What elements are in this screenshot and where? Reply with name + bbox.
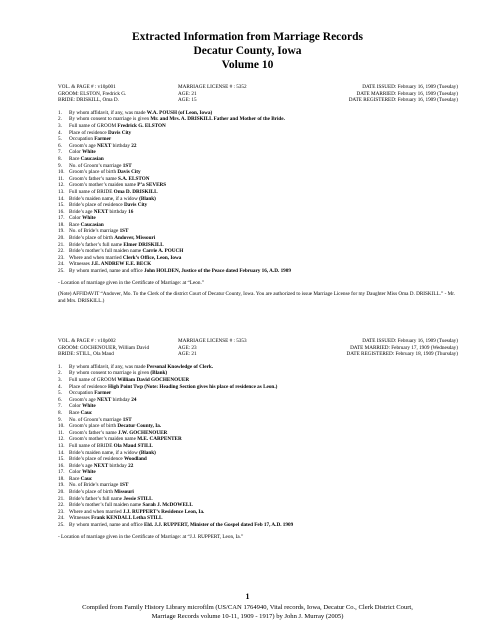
item-label-suffix: birthday — [111, 142, 132, 149]
item-number: 22. — [58, 248, 65, 255]
record-item — [58, 377, 458, 384]
item-label: Occupation — [69, 390, 95, 397]
item-value: J.E. ANDREW E.E. BECK — [91, 261, 152, 268]
item-number: 11. — [58, 175, 65, 182]
item-value: Decatur County, Ia. — [117, 423, 162, 430]
item-number: 15. — [58, 202, 65, 209]
item-number: 1. — [58, 363, 62, 370]
item-value: (Blank) — [139, 449, 156, 456]
item-value: 1ST — [119, 228, 129, 235]
record-item — [58, 443, 458, 450]
record-item — [58, 261, 458, 268]
item-value-2: 22 — [131, 142, 137, 149]
record-item — [58, 403, 458, 410]
item-number: 10. — [58, 423, 65, 430]
record-item — [58, 182, 458, 189]
record-header-field: VOL. & PAGE # : v10p002 — [58, 338, 116, 344]
item-number: 6. — [58, 396, 62, 403]
item-value: S.A. ELSTON — [118, 175, 150, 182]
item-label: Groom’s mother’s maiden name — [69, 436, 138, 443]
item-label: Groom’s age — [69, 142, 97, 149]
item-value: Mr. and Mrs. A. DRISKILL Father and Mother of the Bride. — [150, 116, 285, 123]
item-value: J.W. GOCHENOUER — [118, 429, 168, 436]
record-item — [58, 436, 458, 443]
item-value: NEXT — [93, 208, 109, 215]
record-header-field: GROOM: GOCHENOUER, William David — [58, 344, 150, 351]
item-label: Occupation — [69, 136, 95, 143]
item-number: 4. — [58, 129, 62, 136]
record-item — [58, 502, 458, 509]
item-value: 1ST — [122, 162, 132, 169]
record-item — [58, 136, 458, 143]
item-label: Groom’s father’s name — [69, 429, 119, 436]
item-label: Bride’s maiden name, if a widow — [69, 449, 140, 456]
item-number: 1. — [58, 109, 62, 116]
record-item — [58, 397, 458, 404]
record-header-field: AGE: 15 — [178, 97, 197, 104]
item-value: NEXT — [96, 396, 112, 403]
record-item — [58, 189, 458, 196]
item-number: 4. — [58, 383, 62, 390]
record-header-field: VOL. & PAGE # : v10p001 — [58, 84, 116, 90]
item-label: No. of Groom’s marriage — [69, 416, 123, 423]
item-value: Davis City — [117, 169, 141, 176]
item-value: Oma D. DRISKILL — [113, 188, 158, 195]
record-header-field: MARRIAGE LICENSE # : 5353 — [178, 338, 247, 344]
item-number: 24. — [58, 261, 65, 268]
record-item — [58, 176, 458, 183]
record-item — [58, 149, 458, 156]
record-header-field: DATE ISSUED: February 16, 1909 (Tuesday) — [362, 338, 458, 344]
item-number: 14. — [58, 449, 65, 456]
item-number: 10. — [58, 169, 65, 176]
record-item — [58, 222, 458, 229]
record-item — [58, 268, 458, 275]
item-number: 12. — [58, 436, 65, 443]
record-note: (Note) AFFIDAVIT “Andover, Mo. To the Clerk of the district Court of Decatur County, Iowa. You are authorized to issue Marriage License for my Daughter Miss Oma D. DRISKILL.” - Mr. and Mrs. DRISKILL.) — [58, 291, 456, 304]
item-value: White — [82, 403, 96, 410]
item-value: White — [82, 149, 96, 156]
item-number: 5. — [58, 390, 62, 397]
item-value: Frank KENDALL Letha STILL — [91, 515, 163, 522]
record-item — [58, 476, 458, 483]
item-number: 22. — [58, 502, 65, 509]
record-item — [58, 169, 458, 176]
item-number: 9. — [58, 416, 62, 423]
item-number: 18. — [58, 221, 65, 228]
item-label: Where and when married — [69, 254, 123, 261]
record-note: - Location of marriage given in the Certificate of Marriage: at “Leon.” — [58, 279, 205, 286]
record-item — [58, 469, 458, 476]
item-label: Place of residence — [69, 383, 109, 390]
record-item — [58, 410, 458, 417]
record-header-field: BRIDE: STILL, Ola Maud — [58, 351, 114, 358]
item-value: Ola Maud STILL — [113, 442, 153, 449]
record-item — [58, 450, 458, 457]
item-value: NEXT — [93, 462, 109, 469]
item-number: 7. — [58, 403, 62, 410]
item-value: (Blank) — [150, 370, 168, 377]
record-item — [58, 489, 458, 496]
item-number: 15. — [58, 456, 65, 463]
item-number: 2. — [58, 116, 62, 123]
item-number: 16. — [58, 208, 65, 215]
item-label: Race — [69, 155, 81, 162]
item-number: 17. — [58, 215, 65, 222]
item-value: Farmer — [94, 136, 112, 143]
item-number: 8. — [58, 409, 62, 416]
item-number: 19. — [58, 228, 65, 235]
item-value: William David GOCHENOUER — [117, 376, 190, 383]
item-value: Jessie STILL — [123, 495, 153, 502]
item-value: Fredrick G. ELSTON — [117, 122, 166, 129]
record-item — [58, 163, 458, 170]
item-label: Bride’s place of residence — [69, 202, 125, 209]
record-header-field: GROOM: ELSTON, Fredrick G. — [58, 90, 127, 97]
item-label: Bride’s mother’s full maiden name — [69, 502, 143, 509]
footer-line-1: Compiled from Family History Library microfilm (US/CAN 1764940, Vital records, Iowa, Decatur Co., Clerk District Court, — [82, 604, 413, 611]
item-value-2: 16 — [128, 208, 134, 215]
item-number: 8. — [58, 155, 62, 162]
item-number: 14. — [58, 195, 65, 202]
item-value: John HOLDEN, Justice of the Peace dated February 16, A.D. 1909 — [143, 268, 291, 275]
item-label: Groom’s mother’s maiden name — [69, 182, 138, 189]
item-number: 21. — [58, 241, 65, 248]
record-header-field: DATE MARRIED: February 16, 1909 (Tuesday) — [356, 90, 458, 97]
record-item — [58, 202, 458, 209]
record-item — [58, 522, 458, 529]
item-value: (Blank) — [139, 195, 156, 202]
record-items — [58, 110, 458, 275]
item-label: Witnesses — [69, 261, 92, 268]
item-label: Groom’s age — [69, 396, 97, 403]
record-item — [58, 130, 458, 137]
item-value: Caucasian — [80, 155, 104, 162]
record-item — [58, 430, 458, 437]
item-label: By whom married, name and office — [69, 522, 144, 529]
record-item — [58, 423, 458, 430]
record-header-row — [58, 351, 458, 358]
record-item — [58, 482, 458, 489]
record-header-field: MARRIAGE LICENSE # : 5352 — [178, 84, 247, 90]
record-header-field: DATE REGISTERED: February 16, 1909 (Tuesday) — [348, 97, 458, 104]
record-item — [58, 248, 458, 255]
item-label: Groom’s place of birth — [69, 423, 118, 430]
item-label: Bride’s father’s full name — [69, 241, 124, 248]
item-label: Full name of BRIDE — [69, 442, 114, 449]
item-label: No. of Groom’s marriage — [69, 162, 123, 169]
item-label-suffix: birthday — [108, 462, 129, 469]
item-number: 13. — [58, 188, 65, 195]
record-item — [58, 228, 458, 235]
item-number: 20. — [58, 489, 65, 496]
item-label: Race — [69, 475, 81, 482]
item-label: Bride’s father’s full name — [69, 495, 124, 502]
item-label: By whom consent to marriage is given — [69, 116, 151, 123]
item-label: No. of Bride’s marriage — [69, 228, 120, 235]
item-number: 2. — [58, 370, 62, 377]
item-label-suffix: birthday — [111, 396, 132, 403]
item-value: W.A. POUSH (of Leon, Iowa) — [146, 109, 213, 116]
item-number: 7. — [58, 149, 62, 156]
item-number: 9. — [58, 162, 62, 169]
item-value: Eld. J.J. RUPPERT, Minister of the Gospel dated Feb 17, A.D. 1909 — [143, 522, 294, 529]
item-label-suffix: birthday — [108, 208, 129, 215]
record-item — [58, 463, 458, 470]
item-label: Color — [69, 469, 83, 476]
document-title — [0, 30, 495, 72]
footer-line-2: Marriage Records volume 10-11, 1909 - 1917) by John J. Murray (2005) — [151, 613, 344, 620]
record-item — [58, 496, 458, 503]
record-item — [58, 515, 458, 522]
item-value: P’a SEVERS — [137, 182, 167, 189]
item-label: Full name of GROOM — [69, 122, 118, 129]
item-label: Where and when married — [69, 508, 123, 515]
record-header-row — [58, 84, 458, 91]
item-value: Carrie A. POUCH — [142, 248, 184, 255]
item-label: By whom affidavit, if any, was made — [69, 109, 147, 116]
record-item — [58, 242, 458, 249]
item-label: Race — [69, 409, 81, 416]
item-label: Groom’s place of birth — [69, 169, 118, 176]
item-label: Bride’s place of birth — [69, 235, 115, 242]
record-header — [58, 84, 458, 104]
item-number: 17. — [58, 469, 65, 476]
item-number: 12. — [58, 182, 65, 189]
record-header-field: AGE: 21 — [178, 90, 197, 97]
record-item — [58, 123, 458, 130]
item-value: Woodland — [124, 456, 147, 463]
record-note: - Location of marriage given in the Certificate of Marriage: at “J.J. RUPPERT, Leon, Ia.” — [58, 533, 244, 540]
item-label: By whom affidavit, if any, was made — [69, 363, 147, 370]
item-number: 11. — [58, 429, 65, 436]
item-value: Missouri — [114, 489, 134, 496]
item-label: Groom’s father’s name — [69, 175, 119, 182]
item-label: Color — [69, 215, 83, 222]
item-value: J.J. RUPPERT’s Residence Leon, Ia. — [122, 508, 205, 515]
item-label: No. of Bride’s marriage — [69, 482, 120, 489]
item-number: 23. — [58, 254, 65, 261]
page-number: 1 — [245, 592, 250, 601]
item-value: Cauc — [80, 409, 93, 416]
item-label: Place of residence — [69, 129, 109, 136]
item-value: White — [82, 469, 96, 476]
item-number: 24. — [58, 515, 65, 522]
item-value: Sarah J. McDOWELL — [142, 502, 193, 509]
item-number: 3. — [58, 376, 62, 383]
item-label: Bride’s age — [69, 462, 94, 469]
record-header-row — [58, 97, 458, 104]
item-value: High Point Twp (Note: Heading Section gives his place of residence as Leon.) — [108, 383, 278, 390]
item-label: Bride’s place of residence — [69, 456, 125, 463]
item-number: 23. — [58, 508, 65, 515]
item-label: Bride’s place of birth — [69, 489, 115, 496]
item-value: White — [82, 215, 96, 222]
record-header-field: AGE: 21 — [178, 351, 197, 358]
item-label: Bride’s mother’s full maiden name — [69, 248, 143, 255]
record-item — [58, 235, 458, 242]
item-number: 25. — [58, 268, 65, 275]
record-item — [58, 110, 458, 117]
record-item — [58, 209, 458, 216]
title-line-3: Volume 10 — [221, 59, 274, 71]
record-item — [58, 509, 458, 516]
title-line-2: Decatur County, Iowa — [193, 45, 302, 57]
item-label: Full name of GROOM — [69, 376, 118, 383]
record-items — [58, 364, 458, 529]
record-item — [58, 143, 458, 150]
record-item — [58, 116, 458, 123]
item-value: Cauc — [80, 475, 93, 482]
item-value: Caucasian — [80, 221, 104, 228]
record-item — [58, 417, 458, 424]
record-item — [58, 156, 458, 163]
item-label: Color — [69, 149, 83, 156]
record-item — [58, 255, 458, 262]
item-number: 20. — [58, 235, 65, 242]
item-value-2: 24 — [131, 396, 137, 403]
item-label: Color — [69, 403, 83, 410]
item-value: 1ST — [122, 416, 132, 423]
record-item — [58, 384, 458, 391]
item-number: 19. — [58, 482, 65, 489]
item-label: Witnesses — [69, 515, 92, 522]
record-header-row — [58, 338, 458, 345]
record-item — [58, 390, 458, 397]
item-value: Davis City — [124, 202, 148, 209]
item-number: 21. — [58, 495, 65, 502]
item-value: Elmer DRISKILL — [123, 241, 164, 248]
record-item — [58, 215, 458, 222]
record-header-field: DATE REGISTERED: February 18, 1909 (Thursday) — [346, 351, 458, 358]
item-value-2: 22 — [128, 462, 134, 469]
item-value: NEXT — [96, 142, 112, 149]
record-item — [58, 364, 458, 371]
record-item — [58, 196, 458, 203]
record-header-field: DATE MARRIED: February 17, 1909 (Wednesday) — [350, 344, 458, 351]
item-value: Personal Knowledge of Clerk. — [146, 363, 214, 370]
item-number: 18. — [58, 475, 65, 482]
item-label: Bride’s age — [69, 208, 94, 215]
item-label: By whom consent to marriage is given — [69, 370, 151, 377]
item-value: M.E. CARPENTER — [137, 436, 182, 443]
marriage-record — [58, 84, 458, 304]
item-value: 1ST — [119, 482, 129, 489]
record-header-field: AGE: 23 — [178, 344, 197, 351]
marriage-record — [58, 338, 458, 540]
item-number: 16. — [58, 462, 65, 469]
record-header-field: DATE ISSUED: February 16, 1909 (Tuesday) — [362, 84, 458, 90]
record-header-field: BRIDE: DRISKILL, Oma D. — [58, 97, 119, 104]
record-item — [58, 370, 458, 377]
item-value: Farmer — [94, 390, 112, 397]
item-value: Andover, Missouri — [114, 235, 156, 242]
item-number: 6. — [58, 142, 62, 149]
item-number: 3. — [58, 122, 62, 129]
title-line-1: Extracted Information from Marriage Records — [132, 31, 363, 43]
item-number: 25. — [58, 522, 65, 529]
item-label: Race — [69, 221, 81, 228]
record-item — [58, 456, 458, 463]
item-label: By whom married, name and office — [69, 268, 144, 275]
record-header — [58, 338, 458, 358]
item-value: Clerk’s Office, Leon, Iowa — [122, 254, 182, 261]
item-number: 13. — [58, 442, 65, 449]
item-number: 5. — [58, 136, 62, 143]
item-label: Full name of BRIDE — [69, 188, 114, 195]
item-value: Davis City — [108, 129, 132, 136]
item-label: Bride’s maiden name, if a widow — [69, 195, 140, 202]
footer-citation — [20, 603, 475, 621]
